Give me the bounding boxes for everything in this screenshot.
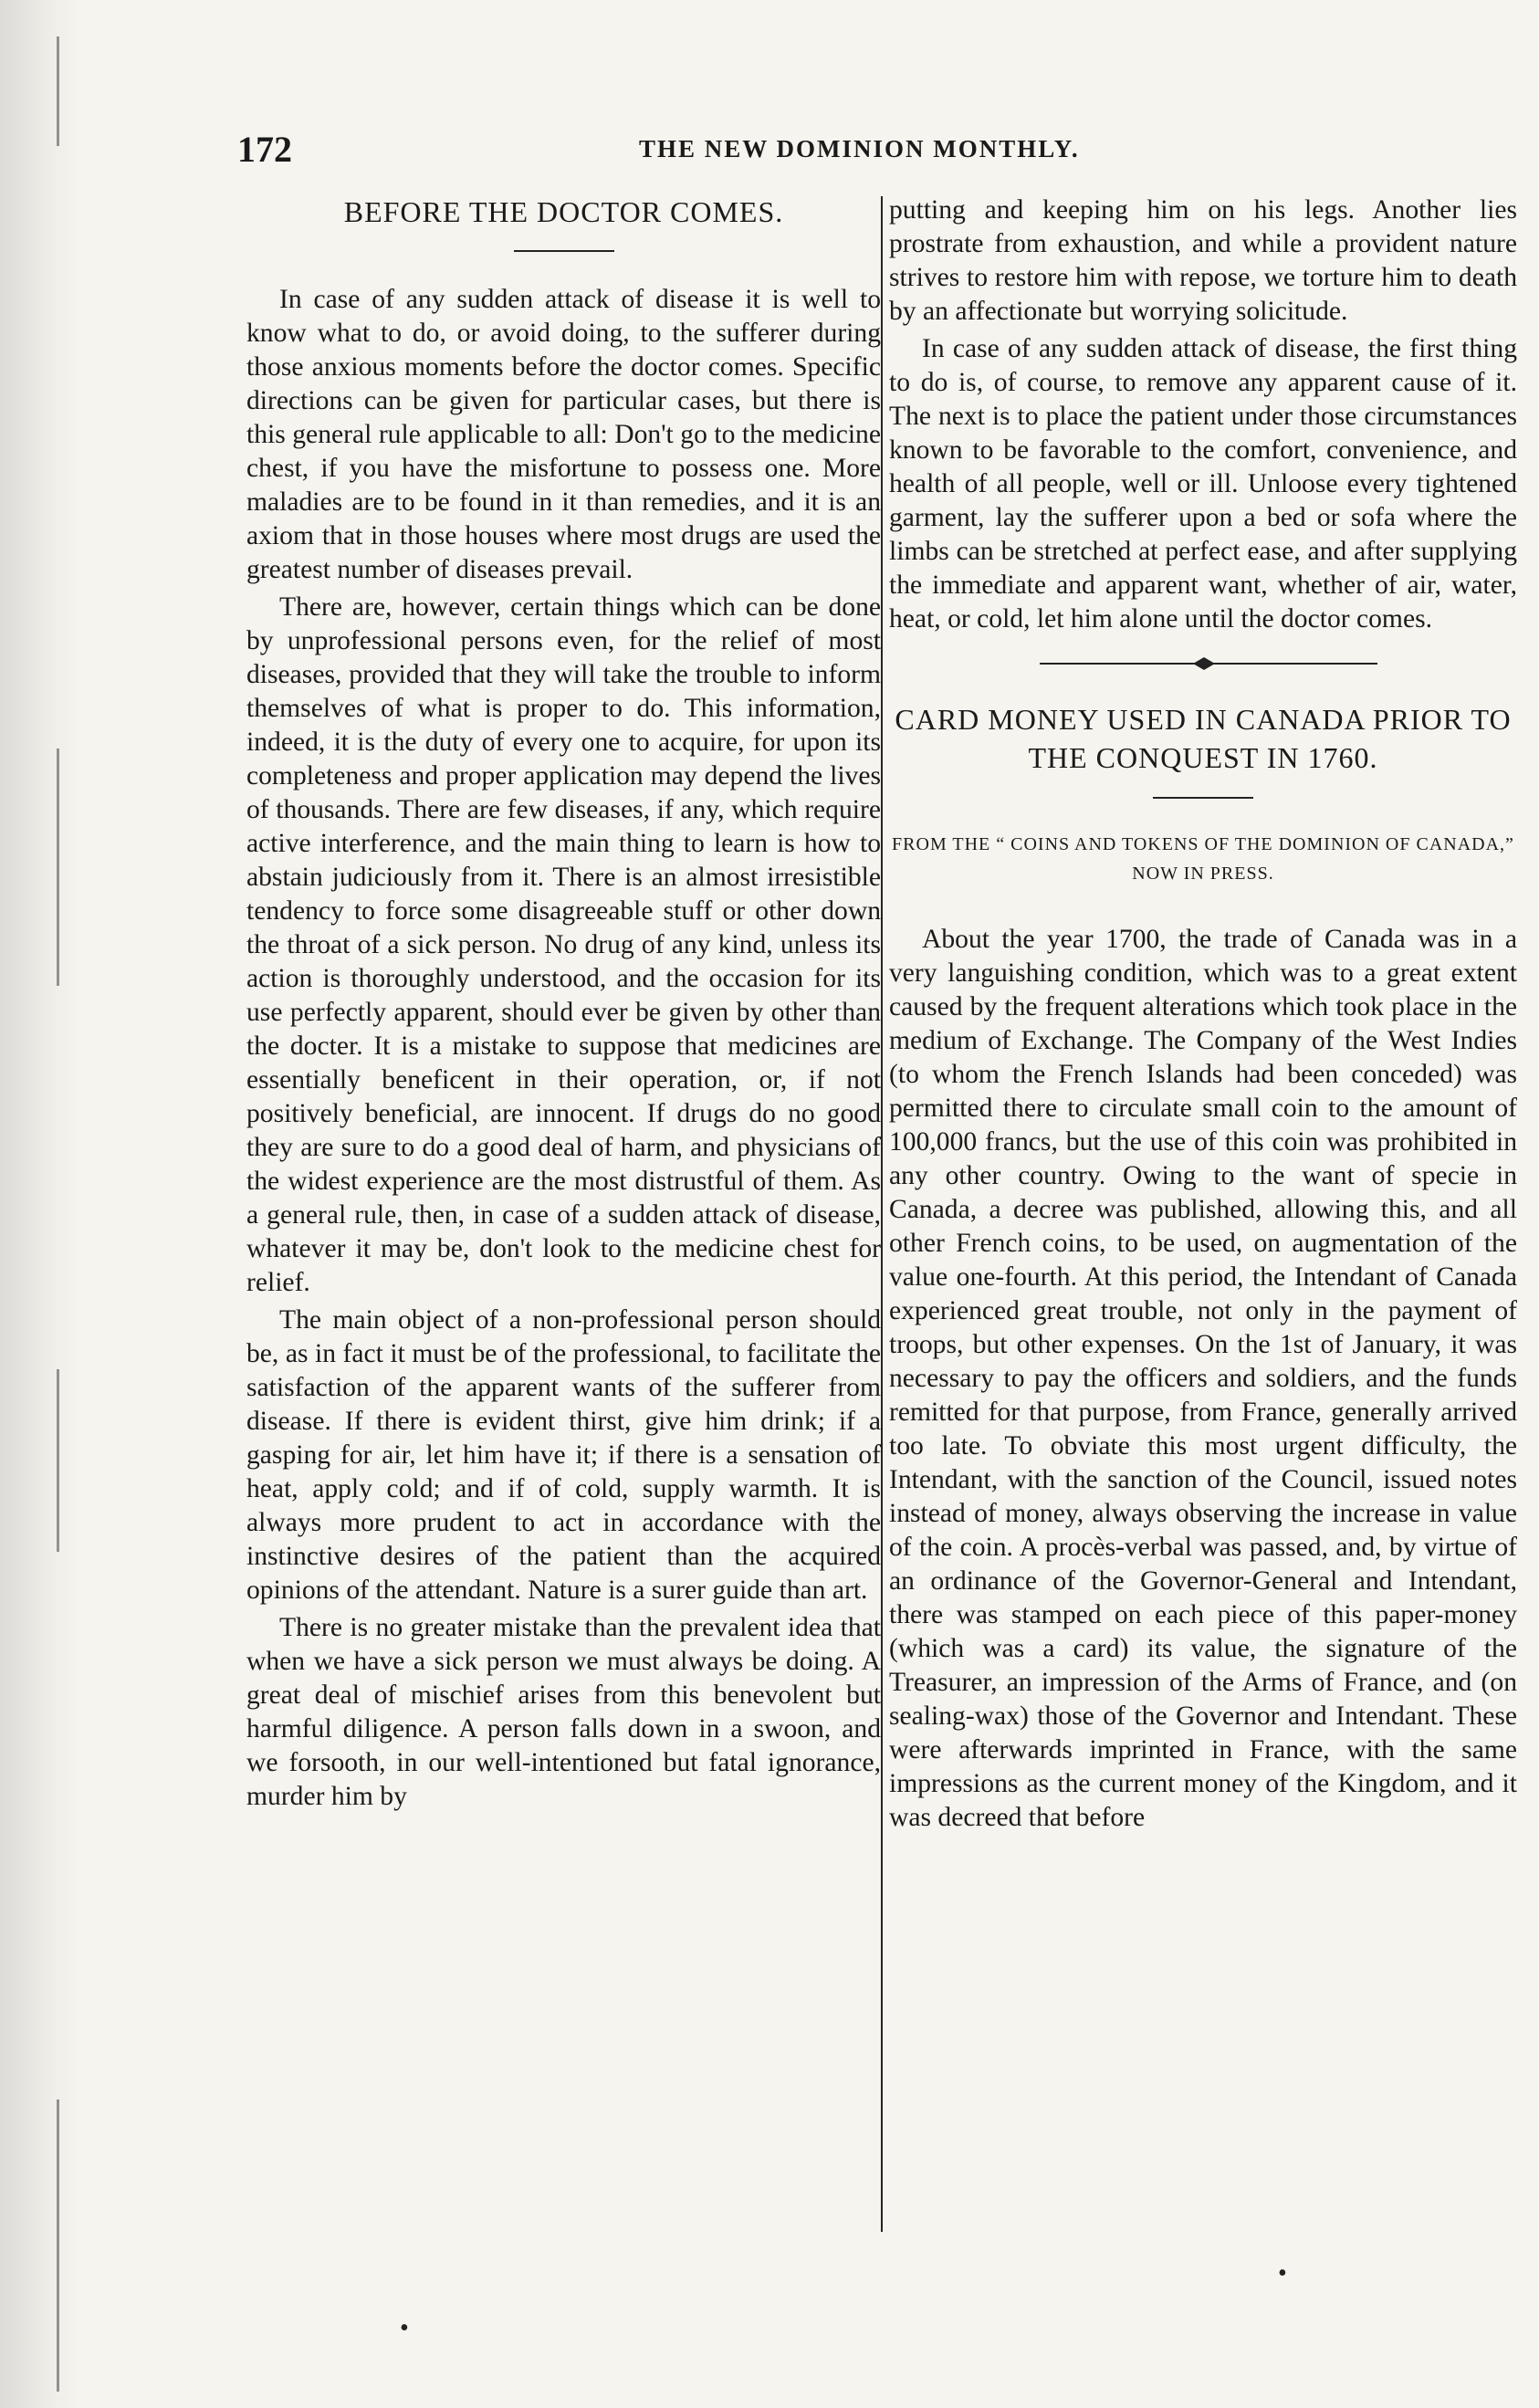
- article1-paragraph-3: The main object of a non-professional person should be, as in fact it must be of the professional, to facilitate the satisfaction of the apparent wants of the sufferer from disease. If there is evident thirst, give him drink; if a gasping for air, let him have it; if there is a sensation of heat, apply cold; and if of cold, supply warmth. It is always more prudent to act in accordance with the instinctive desires of the patient than the acquired opinions of the attendant. Nature is a surer guide than art.: [246, 1305, 881, 1605]
- page-binding-shadow: [0, 0, 82, 2408]
- article1-paragraph-2: There are, however, certain things which can be done by unprofessional persons even, for the relief of most diseases, provided that they will take the trouble to inform themselves of what is proper to do. This information, indeed, it is the duty of every one to acquire, for upon its completeness and proper application may depend the lives of thousands. There are few diseases, if any, which require active interference, and the main thing to learn is how to abstain judiciously from it. There is an almost irresistible tendency to force some disagreeable stuff or other down the throat of a sick person. No drug of any kind, unless its action is thoroughly understood, and the occasion for its use perfectly apparent, should ever be given by other than the docter. It is a mistake to suppose that medicines are essentially beneficent in their operation, or, if not positively beneficial, are innocent. If drugs do no good they are sure to do a good deal of harm, and physicians of the widest experience are the most distrustful of them. As a general rule, then, in case of a sudden attack of disease, whatever it may be, don't look to the medicine chest for relief.: [246, 592, 881, 1297]
- article-title-card-money: CARD MONEY USED IN CANADA PRIOR TO THE CONQUEST IN 1760.: [895, 703, 1512, 774]
- article-title-doctor: BEFORE THE DOCTOR COMES.: [343, 195, 784, 228]
- separator-line: [1213, 663, 1377, 665]
- binding-mark: [57, 37, 59, 146]
- ink-speck: •: [400, 2314, 409, 2342]
- section-separator: [889, 645, 1517, 682]
- left-column: [246, 194, 881, 2293]
- article1-paragraph-4: There is no greater mistake than the prevalent idea that when we have a sick person we must always be doing. A great deal of mischief arises from this benevolent but harmful diligence. A person falls down in a swoon, and we forsooth, in our well-intentioned but fatal ignorance, murder him by: [246, 1613, 881, 1811]
- binding-mark: [57, 1369, 59, 1552]
- article1-continuation-1: putting and keeping him on his legs. Another lies prostrate from exhaustion, and while a provident nature strives to restore him with repose, we torture him to death by an affectionate but worrying solicitude.: [889, 195, 1517, 326]
- diamond-ornament-icon: [1193, 654, 1215, 673]
- running-title: THE NEW DOMINION MONTHLY.: [639, 135, 1080, 162]
- title-rule: [1153, 797, 1253, 799]
- article1-paragraph-1: In case of any sudden attack of disease it is well to know what to do, or avoid doing, to the sufferer during those anxious moments before the doctor comes. Specific directions can be given for particular cases, but there is this general rule applicable to all: Don't go to the medicine chest, if you have the misfortune to possess one. More maladies are to be found in it than remedies, and it is an axiom that in those houses where most drugs are used the greatest number of diseases prevail.: [246, 285, 881, 584]
- page-number: 172: [237, 129, 292, 170]
- column-divider: [881, 196, 883, 2232]
- article2-paragraph-1: About the year 1700, the trade of Canada was in a very languishing condition, which was to a great extent caused by the frequent alterations which took place in the medium of Exchange. The Company of the West Indies (to whom the French Islands had been conceded) was permitted there to circulate small coin to the amount of 100,000 francs, but the use of this coin was prohibited in any other country. Owing to the want of specie in Canada, a decree was published, allowing this, and all other French coins, to be used, on augmentation of the value one-fourth. At this period, the Intendant of Canada experienced great trouble, not only in the payment of troops, but other expenses. On the 1st of January, it was necessary to pay the officers and soldiers, and the funds remitted for that purpose, from France, generally arrived too late. To obviate this most urgent difficulty, the Intendant, with the sanction of the Council, issued notes instead of money, always observing the increase in value of the coin. A procès-verbal was passed, and, by virtue of an ordinance of the Governor-General and Intendant, there was stamped on each piece of this paper-money (which was a card) its value, the signature of the Treasurer, an impression of the Arms of France, and (on sealing-wax) those of the Governor and Intendant. These were afterwards imprinted in France, with the same impressions as the current money of the Kingdom, and it was decreed that before: [889, 925, 1517, 1832]
- article2-source-note: FROM THE “ COINS AND TOKENS OF THE DOMINION OF CANADA,” NOW IN PRESS.: [892, 834, 1514, 884]
- separator-line: [1040, 663, 1195, 665]
- title-rule: [514, 250, 614, 252]
- binding-mark: [57, 749, 59, 986]
- ink-speck: •: [1278, 2259, 1287, 2288]
- right-column: [889, 194, 1517, 2293]
- binding-mark: [57, 2099, 59, 2392]
- page-header: [237, 128, 1534, 172]
- article1-continuation-2: In case of any sudden attack of disease, the first thing to do is, of course, to remove any apparent cause of it. The next is to place the patient under those circumstances known to be favorable to the comfort, convenience, and health of all people, well or ill. Unloose every tightened garment, lay the sufferer upon a bed or sofa where the limbs can be stretched at perfect ease, and after supplying the immediate and apparent want, whether of air, water, heat, or cold, let him alone until the doctor comes.: [889, 334, 1517, 633]
